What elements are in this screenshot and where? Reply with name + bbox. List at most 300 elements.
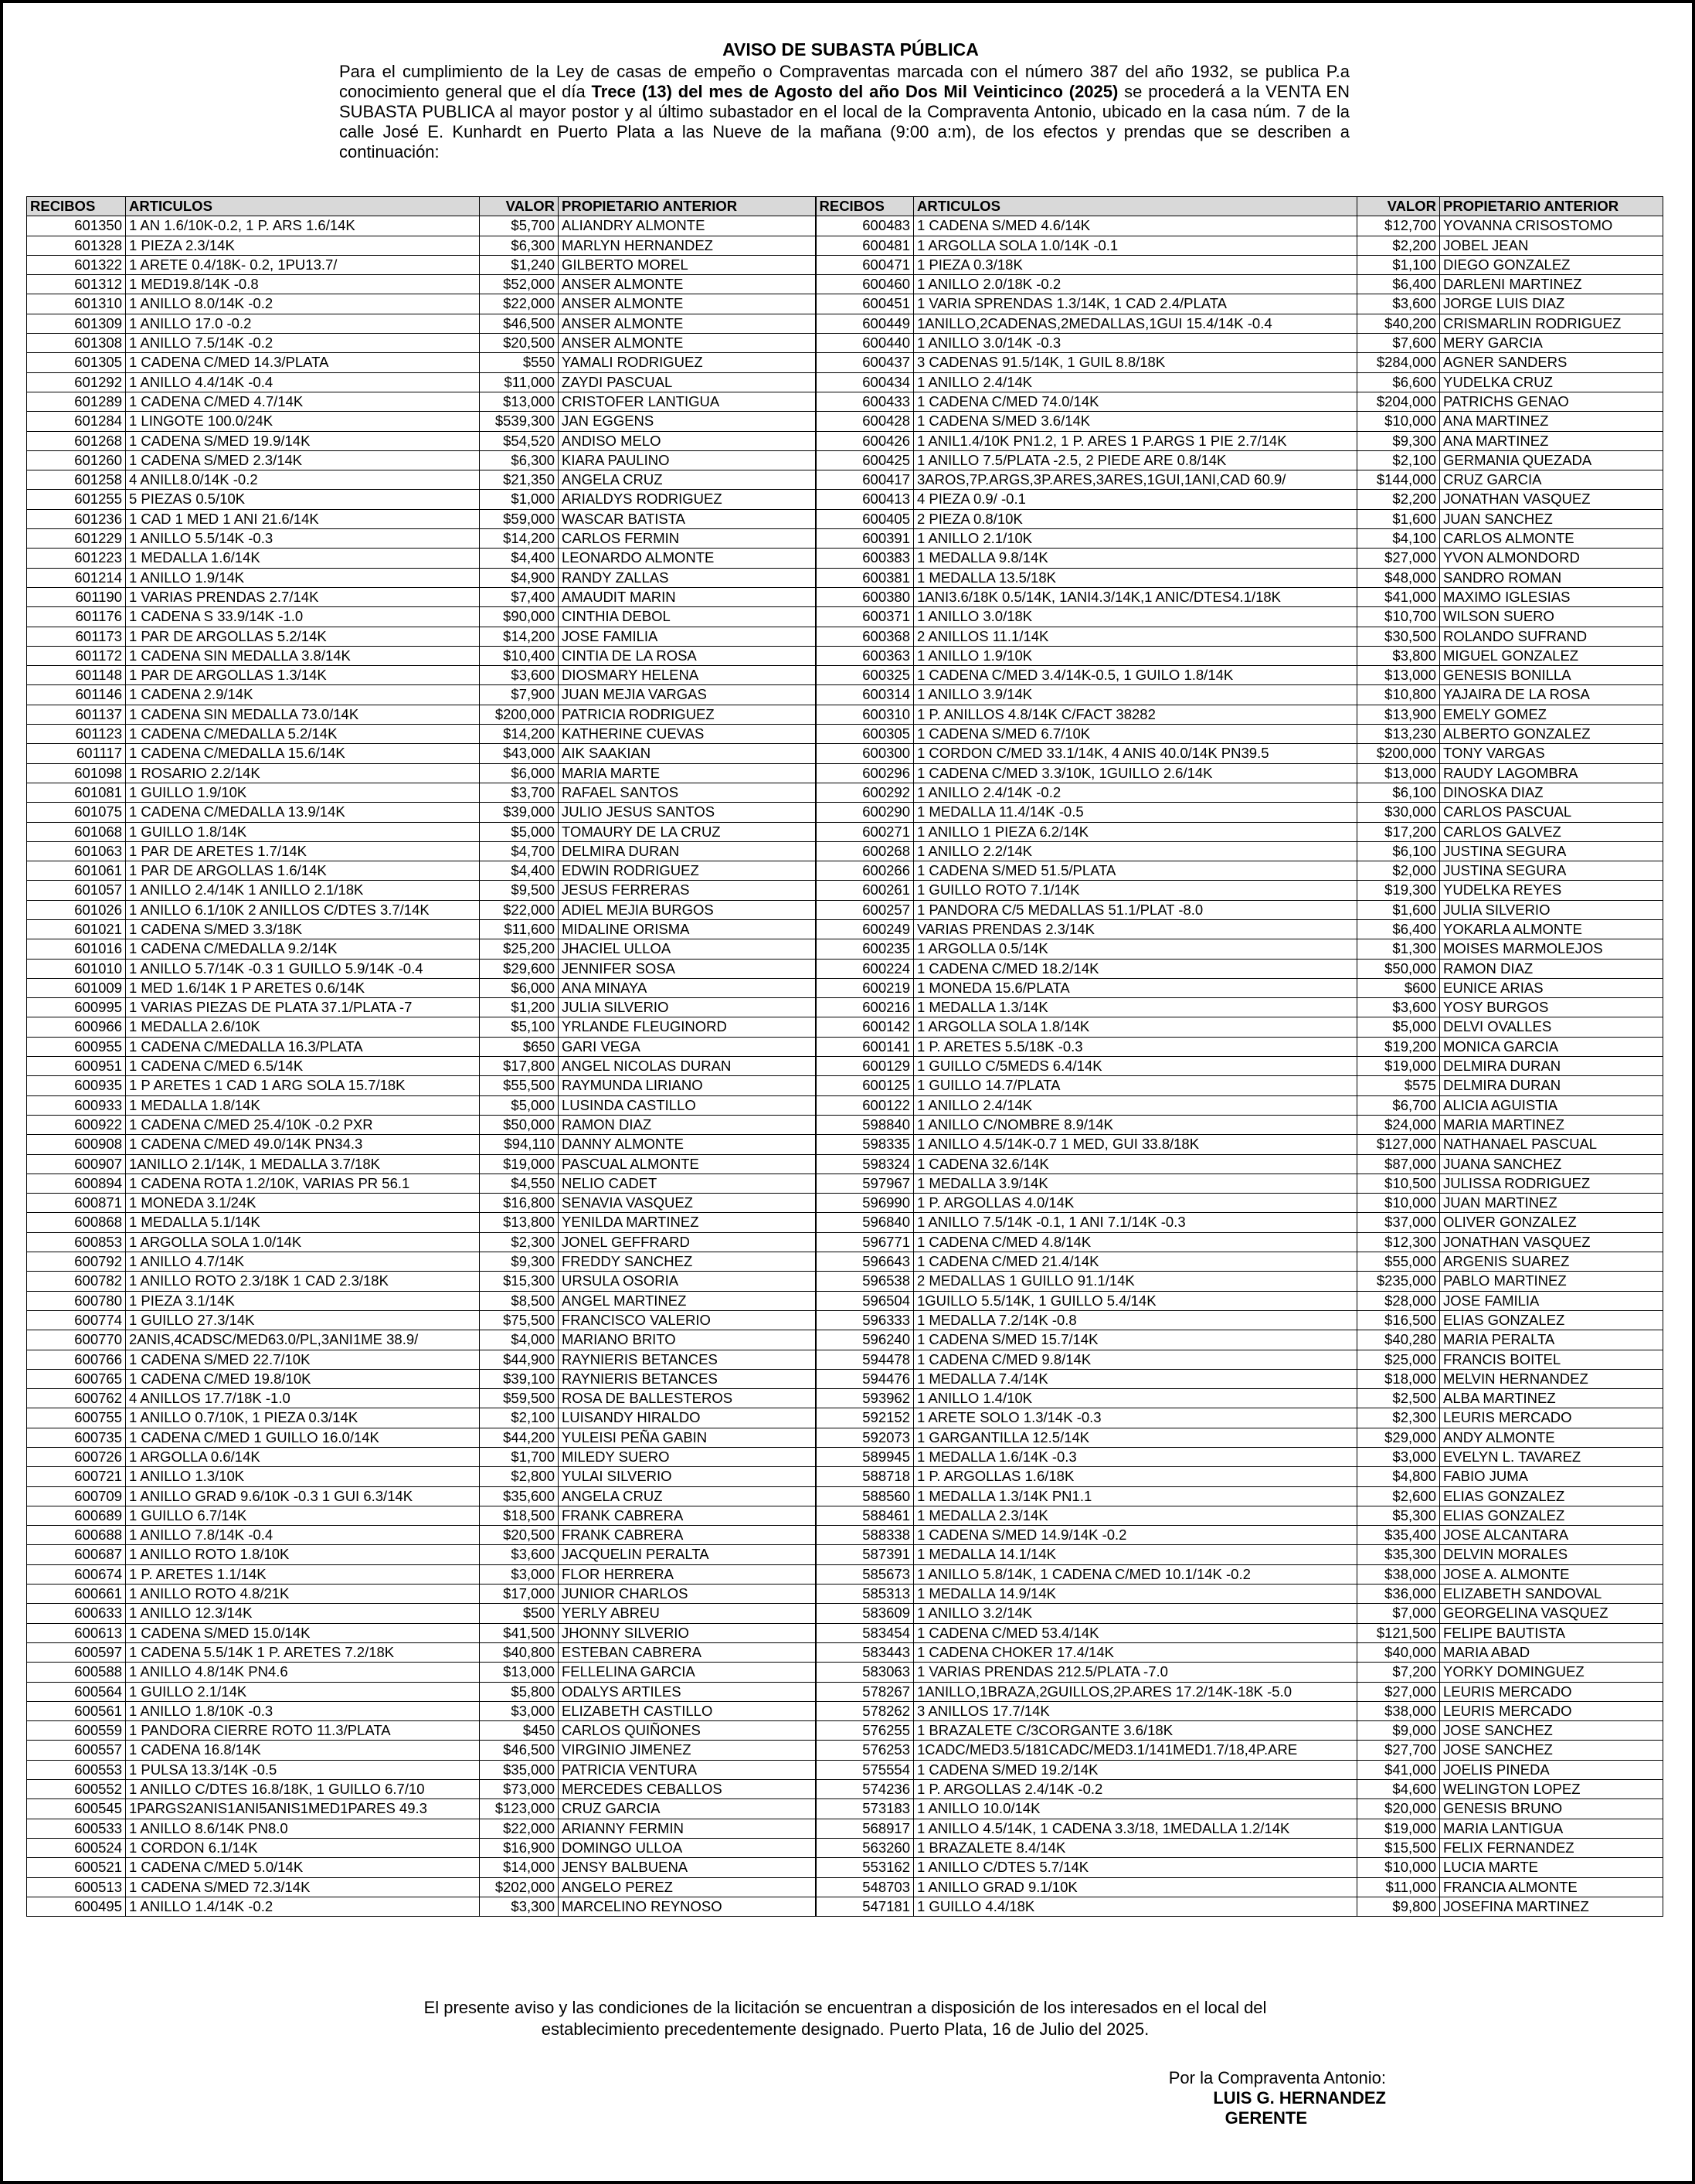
recibo-cell: 600792 — [27, 1252, 126, 1272]
articulo-cell: 1 P. ARGOLLAS 1.6/18K — [914, 1467, 1357, 1486]
recibo-cell: 600383 — [816, 549, 914, 568]
recibo-cell: 600271 — [816, 822, 914, 841]
valor-cell: $19,200 — [1357, 1037, 1440, 1056]
recibo-cell: 600780 — [27, 1291, 126, 1310]
valor-cell: $3,000 — [1357, 1448, 1440, 1467]
recibo-cell: 600755 — [27, 1408, 126, 1428]
propietario-cell: DELMIRA DURAN — [1440, 1076, 1663, 1095]
table-row — [27, 900, 1663, 919]
recibo-cell: 596504 — [816, 1291, 914, 1310]
propietario-cell: PATRICIA VENTURA — [559, 1760, 816, 1779]
propietario-cell: CINTIA DE LA ROSA — [559, 646, 816, 665]
articulo-cell: 1 ANILLO 5.8/14K, 1 CADENA C/MED 10.1/14K -0.2 — [914, 1564, 1357, 1584]
articulo-cell: 1 CADENA SIN MEDALLA 73.0/14K — [126, 705, 480, 724]
valor-cell: $9,500 — [480, 881, 559, 900]
articulo-cell: 1 CADENA S 33.9/14K -1.0 — [126, 607, 480, 627]
propietario-cell: CRISTOFER LANTIGUA — [559, 392, 816, 411]
articulo-cell: 1 CADENA 32.6/14K — [914, 1154, 1357, 1174]
articulo-cell: 1 CADENA C/MED 21.4/14K — [914, 1252, 1357, 1272]
recibo-cell: 600391 — [816, 529, 914, 549]
table-row — [27, 529, 1663, 549]
valor-cell: $1,200 — [480, 998, 559, 1017]
articulo-cell: 1 ANILLO 7.5/14K -0.1, 1 ANI 7.1/14K -0.3 — [914, 1213, 1357, 1232]
propietario-cell: WASCAR BATISTA — [559, 509, 816, 528]
table-row — [27, 490, 1663, 509]
articulo-cell: 1 CADENA C/MED 14.3/PLATA — [126, 353, 480, 372]
recibo-cell: 600597 — [27, 1642, 126, 1662]
recibo-cell: 601310 — [27, 294, 126, 314]
articulo-cell: 4 ANILLOS 17.7/18K -1.0 — [126, 1389, 480, 1408]
propietario-cell: MARCELINO REYNOSO — [559, 1897, 816, 1916]
recibo-cell: 598840 — [816, 1115, 914, 1134]
valor-cell: $20,500 — [480, 334, 559, 353]
valor-cell: $13,800 — [480, 1213, 559, 1232]
articulo-cell: 1 VARIAS PRENDAS 2.7/14K — [126, 587, 480, 606]
propietario-cell: MARIA LANTIGUA — [1440, 1819, 1663, 1838]
recibo-cell: 601148 — [27, 666, 126, 685]
valor-cell: $2,200 — [1357, 490, 1440, 509]
valor-cell: $13,000 — [480, 1663, 559, 1682]
signature-name: LUIS G. HERNANDEZ — [1213, 2088, 1386, 2108]
propietario-cell: JAN EGGENS — [559, 412, 816, 431]
valor-cell: $14,200 — [480, 627, 559, 646]
propietario-cell: MERCEDES CEBALLOS — [559, 1780, 816, 1799]
articulo-cell: 1 CADENA S/MED 14.9/14K -0.2 — [914, 1526, 1357, 1545]
propietario-cell: ANA MINAYA — [559, 978, 816, 997]
propietario-cell: JOSE A. ALMONTE — [1440, 1564, 1663, 1584]
articulo-cell: 1 PIEZA 2.3/14K — [126, 236, 480, 255]
recibo-cell: 547181 — [816, 1897, 914, 1916]
valor-cell: $19,000 — [1357, 1057, 1440, 1076]
articulo-cell: 1ANILLO 2.1/14K, 1 MEDALLA 3.7/18K — [126, 1154, 480, 1174]
propietario-cell: GEORGELINA VASQUEZ — [1440, 1604, 1663, 1623]
propietario-cell: MARIA PERALTA — [1440, 1330, 1663, 1350]
propietario-cell: JOSE SANCHEZ — [1440, 1721, 1663, 1741]
recibo-cell: 589945 — [816, 1448, 914, 1467]
articulo-cell: 1 ANILLO C/NOMBRE 8.9/14K — [914, 1115, 1357, 1134]
valor-cell: $41,000 — [1357, 587, 1440, 606]
articulo-cell: 1 P ARETES 1 CAD 1 ARG SOLA 15.7/18K — [126, 1076, 480, 1095]
valor-cell: $450 — [480, 1721, 559, 1741]
recibo-cell: 600417 — [816, 470, 914, 490]
propietario-cell: ANGELA CRUZ — [559, 1486, 816, 1506]
articulo-cell: 1 GARGANTILLA 12.5/14K — [914, 1428, 1357, 1447]
propietario-cell: JUAN MEJIA VARGAS — [559, 685, 816, 705]
propietario-cell: DANNY ALMONTE — [559, 1135, 816, 1154]
articulo-cell: 1 ANILLO 4.8/14K PN4.6 — [126, 1663, 480, 1682]
recibo-cell: 600413 — [816, 490, 914, 509]
articulo-cell: 1 CADENA C/MEDALLA 5.2/14K — [126, 725, 480, 744]
propietario-cell: WELINGTON LOPEZ — [1440, 1780, 1663, 1799]
valor-cell: $1,700 — [480, 1448, 559, 1467]
articulo-cell: 1 AN 1.6/10K-0.2, 1 P. ARS 1.6/14K — [126, 216, 480, 236]
signature-role: GERENTE — [1225, 2108, 1307, 2128]
valor-cell: $1,240 — [480, 255, 559, 274]
recibo-cell: 600451 — [816, 294, 914, 314]
recibo-cell: 600533 — [27, 1819, 126, 1838]
notice-intro — [339, 62, 1350, 162]
articulo-cell: 1 CADENA 16.8/14K — [126, 1741, 480, 1760]
propietario-cell: JOSE FAMILIA — [1440, 1291, 1663, 1310]
valor-cell: $27,000 — [1357, 1682, 1440, 1701]
valor-cell: $20,500 — [480, 1526, 559, 1545]
articulo-cell: 1 ROSARIO 2.2/14K — [126, 763, 480, 783]
recibo-cell: 601322 — [27, 255, 126, 274]
valor-cell: $44,200 — [480, 1428, 559, 1447]
articulo-cell: 1 BRAZALETE 8.4/14K — [914, 1838, 1357, 1857]
recibo-cell: 587391 — [816, 1545, 914, 1564]
propietario-cell: YRLANDE FLEUGINORD — [559, 1017, 816, 1037]
articulo-cell: 1 BRAZALETE C/3CORGANTE 3.6/18K — [914, 1721, 1357, 1741]
propietario-cell: JHONNY SILVERIO — [559, 1623, 816, 1642]
articulo-cell: 1 ANILLO 7.5/PLATA -2.5, 2 PIEDE ARE 0.8/14K — [914, 450, 1357, 470]
articulo-cell: 1 ANILLO 1 PIEZA 6.2/14K — [914, 822, 1357, 841]
recibo-cell: 600122 — [816, 1095, 914, 1115]
valor-cell: $7,900 — [480, 685, 559, 705]
articulo-cell: 1 PANDORA CIERRE ROTO 11.3/PLATA — [126, 1721, 480, 1741]
table-row — [27, 1252, 1663, 1272]
propietario-cell: MIGUEL GONZALEZ — [1440, 646, 1663, 665]
propietario-cell: GARI VEGA — [559, 1037, 816, 1056]
valor-cell: $17,800 — [480, 1057, 559, 1076]
table-row — [27, 470, 1663, 490]
valor-cell: $59,000 — [480, 509, 559, 528]
table-row — [27, 1076, 1663, 1095]
recibo-cell: 578267 — [816, 1682, 914, 1701]
valor-cell: $8,500 — [480, 1291, 559, 1310]
propietario-cell: YORKY DOMINGUEZ — [1440, 1663, 1663, 1682]
recibo-cell: 601146 — [27, 685, 126, 705]
recibo-cell: 600868 — [27, 1213, 126, 1232]
table-row — [27, 1897, 1663, 1916]
recibo-cell: 598335 — [816, 1135, 914, 1154]
propietario-cell: FELIPE BAUTISTA — [1440, 1623, 1663, 1642]
propietario-cell: ADIEL MEJIA BURGOS — [559, 900, 816, 919]
valor-cell: $40,000 — [1357, 1642, 1440, 1662]
articulo-cell: 1 ANILLO 4.5/14K-0.7 1 MED, GUI 33.8/18K — [914, 1135, 1357, 1154]
table-row — [27, 1115, 1663, 1134]
table-row — [27, 294, 1663, 314]
valor-cell: $22,000 — [480, 294, 559, 314]
recibo-cell: 600305 — [816, 725, 914, 744]
articulo-cell: 1 ANILLO 0.7/10K, 1 PIEZA 0.3/14K — [126, 1408, 480, 1428]
propietario-cell: JOSE ALCANTARA — [1440, 1526, 1663, 1545]
articulo-cell: 1 ANILLO 1.4/10K — [914, 1389, 1357, 1408]
articulo-cell: 1 CORDON C/MED 33.1/14K, 4 ANIS 40.0/14K PN39.5 — [914, 744, 1357, 763]
recibo-cell: 600908 — [27, 1135, 126, 1154]
valor-cell: $600 — [1357, 978, 1440, 997]
recibo-cell: 600545 — [27, 1799, 126, 1819]
recibo-cell: 600437 — [816, 353, 914, 372]
recibo-cell: 600521 — [27, 1858, 126, 1877]
articulo-cell: 1 ANILLO 3.9/14K — [914, 685, 1357, 705]
valor-cell: $1,600 — [1357, 509, 1440, 528]
articulo-cell: 1 ARETE 0.4/18K- 0.2, 1PU13.7/ — [126, 255, 480, 274]
recibo-cell: 600552 — [27, 1780, 126, 1799]
articulo-cell: 1 MEDALLA 3.9/14K — [914, 1174, 1357, 1193]
recibo-cell: 597967 — [816, 1174, 914, 1193]
propietario-cell: MARIA MARTINEZ — [1440, 1115, 1663, 1134]
valor-cell: $30,500 — [1357, 627, 1440, 646]
articulo-cell: 1 ANILLO 2.2/14K — [914, 841, 1357, 861]
recibo-cell: 600762 — [27, 1389, 126, 1408]
propietario-cell: JULIO JESUS SANTOS — [559, 803, 816, 822]
propietario-cell: PATRICIA RODRIGUEZ — [559, 705, 816, 724]
table-row — [27, 1369, 1663, 1388]
col-header-propietario: PROPIETARIO ANTERIOR — [559, 197, 816, 216]
valor-cell: $3,600 — [1357, 998, 1440, 1017]
articulo-cell: 1 GUILLO 2.1/14K — [126, 1682, 480, 1701]
articulo-cell: 1 CADENA C/MED 6.5/14K — [126, 1057, 480, 1076]
articulo-cell: 1 CADENA S/MED 19.9/14K — [126, 431, 480, 450]
recibo-cell: 593962 — [816, 1389, 914, 1408]
table-row — [27, 1330, 1663, 1350]
valor-cell: $43,000 — [480, 744, 559, 763]
recibo-cell: 600314 — [816, 685, 914, 705]
recibo-cell: 600363 — [816, 646, 914, 665]
propietario-cell: RAYNIERIS BETANCES — [559, 1350, 816, 1369]
articulo-cell: 1 PAR DE ARGOLLAS 5.2/14K — [126, 627, 480, 646]
valor-cell: $19,000 — [480, 1154, 559, 1174]
valor-cell: $123,000 — [480, 1799, 559, 1819]
valor-cell: $90,000 — [480, 607, 559, 627]
propietario-cell: JOSE FAMILIA — [559, 627, 816, 646]
propietario-cell: ELIZABETH SANDOVAL — [1440, 1585, 1663, 1604]
recibo-cell: 600249 — [816, 919, 914, 939]
valor-cell: $7,000 — [1357, 1604, 1440, 1623]
recibo-cell: 600292 — [816, 783, 914, 802]
table-row — [27, 1585, 1663, 1604]
articulo-cell: 2 MEDALLAS 1 GUILLO 91.1/14K — [914, 1272, 1357, 1291]
recibo-cell: 601308 — [27, 334, 126, 353]
propietario-cell: JUAN SANCHEZ — [1440, 509, 1663, 528]
propietario-cell: CRISMARLIN RODRIGUEZ — [1440, 314, 1663, 333]
articulo-cell: 1 GUILLO ROTO 7.1/14K — [914, 881, 1357, 900]
valor-cell: $73,000 — [480, 1780, 559, 1799]
propietario-cell: JACQUELIN PERALTA — [559, 1545, 816, 1564]
table-row — [27, 1017, 1663, 1037]
recibo-cell: 553162 — [816, 1858, 914, 1877]
valor-cell: $11,600 — [480, 919, 559, 939]
recibo-cell: 600524 — [27, 1838, 126, 1857]
propietario-cell: RAYMUNDA LIRIANO — [559, 1076, 816, 1095]
propietario-cell: LUISANDY HIRALDO — [559, 1408, 816, 1428]
valor-cell: $21,350 — [480, 470, 559, 490]
recibo-cell: 600434 — [816, 372, 914, 392]
table-row — [27, 1174, 1663, 1193]
table-row — [27, 1721, 1663, 1741]
articulo-cell: 1 ANILLO ROTO 2.3/18K 1 CAD 2.3/18K — [126, 1272, 480, 1291]
recibo-cell: 600721 — [27, 1467, 126, 1486]
valor-cell: $7,400 — [480, 587, 559, 606]
propietario-cell: CARLOS GALVEZ — [1440, 822, 1663, 841]
articulo-cell: 1 PANDORA C/5 MEDALLAS 51.1/PLAT -8.0 — [914, 900, 1357, 919]
valor-cell: $5,000 — [480, 822, 559, 841]
valor-cell: $5,700 — [480, 216, 559, 236]
table-row — [27, 568, 1663, 587]
recibo-cell: 592073 — [816, 1428, 914, 1447]
items-table — [26, 196, 1663, 1917]
recibo-cell: 600633 — [27, 1604, 126, 1623]
recibo-cell: 600129 — [816, 1057, 914, 1076]
recibo-cell: 600674 — [27, 1564, 126, 1584]
table-row — [27, 646, 1663, 665]
articulo-cell: 1 ARGOLLA SOLA 1.0/14K — [126, 1232, 480, 1252]
table-row — [27, 431, 1663, 450]
articulo-cell: 1ANILLO,2CADENAS,2MEDALLAS,1GUI 15.4/14K -0.4 — [914, 314, 1357, 333]
recibo-cell: 600224 — [816, 959, 914, 978]
propietario-cell: MARIA MARTE — [559, 763, 816, 783]
signature-by: Por la Compraventa Antonio: — [1168, 2068, 1386, 2087]
col-header-recibos-2: RECIBOS — [816, 197, 914, 216]
table-row — [27, 587, 1663, 606]
articulo-cell: 1 ANILLO 2.0/18K -0.2 — [914, 275, 1357, 294]
propietario-cell: JONATHAN VASQUEZ — [1440, 490, 1663, 509]
propietario-cell: FREDDY SANCHEZ — [559, 1252, 816, 1272]
valor-cell: $3,000 — [480, 1701, 559, 1720]
propietario-cell: YULEISI PEÑA GABIN — [559, 1428, 816, 1447]
valor-cell: $27,000 — [1357, 549, 1440, 568]
table-row — [27, 1350, 1663, 1369]
recibo-cell: 596840 — [816, 1213, 914, 1232]
articulo-cell: 1 CADENA C/MEDALLA 9.2/14K — [126, 939, 480, 959]
recibo-cell: 585313 — [816, 1585, 914, 1604]
propietario-cell: ARIALDYS RODRIGUEZ — [559, 490, 816, 509]
recibo-cell: 588560 — [816, 1486, 914, 1506]
articulo-cell: 1 CADENA CHOKER 17.4/14K — [914, 1642, 1357, 1662]
propietario-cell: ESTEBAN CABRERA — [559, 1642, 816, 1662]
valor-cell: $41,500 — [480, 1623, 559, 1642]
articulo-cell: 1 ANILLO 1.9/14K — [126, 568, 480, 587]
recibo-cell: 596990 — [816, 1194, 914, 1213]
valor-cell: $4,800 — [1357, 1467, 1440, 1486]
propietario-cell: TONY VARGAS — [1440, 744, 1663, 763]
articulo-cell: 1 ANILLO 6.1/10K 2 ANILLOS C/DTES 3.7/14K — [126, 900, 480, 919]
recibo-cell: 600440 — [816, 334, 914, 353]
articulo-cell: 1 CADENA S/MED 72.3/14K — [126, 1877, 480, 1897]
propietario-cell: PASCUAL ALMONTE — [559, 1154, 816, 1174]
articulo-cell: 1 CADENA C/MED 5.0/14K — [126, 1858, 480, 1877]
articulo-cell: 1 MONEDA 15.6/PLATA — [914, 978, 1357, 997]
propietario-cell: MARIANO BRITO — [559, 1330, 816, 1350]
valor-cell: $12,300 — [1357, 1232, 1440, 1252]
articulo-cell: 1 CAD 1 MED 1 ANI 21.6/14K — [126, 509, 480, 528]
articulo-cell: 1 ANILLO 5.7/14K -0.3 1 GUILLO 5.9/14K -0.4 — [126, 959, 480, 978]
recibo-cell: 601010 — [27, 959, 126, 978]
recibo-cell: 600481 — [816, 236, 914, 255]
table-row — [27, 1057, 1663, 1076]
table-row — [27, 1760, 1663, 1779]
articulo-cell: 1 CADENA C/MED 18.2/14K — [914, 959, 1357, 978]
propietario-cell: EMELY GOMEZ — [1440, 705, 1663, 724]
propietario-cell: AMAUDIT MARIN — [559, 587, 816, 606]
articulo-cell: 1 CADENA C/MED 19.8/10K — [126, 1369, 480, 1388]
recibo-cell: 601309 — [27, 314, 126, 333]
articulo-cell: 1 GUILLO 14.7/PLATA — [914, 1076, 1357, 1095]
table-row — [27, 1232, 1663, 1252]
articulo-cell: 1 CADENA S/MED 3.3/18K — [126, 919, 480, 939]
recibo-cell: 601068 — [27, 822, 126, 841]
propietario-cell: JOBEL JEAN — [1440, 236, 1663, 255]
table-row — [27, 1194, 1663, 1213]
recibo-cell: 601260 — [27, 450, 126, 470]
valor-cell: $16,900 — [480, 1838, 559, 1857]
footer-line-1: El presente aviso y las condiciones de la licitación se encuentran a disposición de los interesados en el local del — [423, 1998, 1267, 2017]
articulo-cell: 1 MEDALLA 1.6/14K -0.3 — [914, 1448, 1357, 1467]
recibo-cell: 601223 — [27, 549, 126, 568]
articulo-cell: 1 MEDALLA 2.3/14K — [914, 1506, 1357, 1525]
articulo-cell: 1 ANILLO 3.0/14K -0.3 — [914, 334, 1357, 353]
propietario-cell: YENILDA MARTINEZ — [559, 1213, 816, 1232]
valor-cell: $40,200 — [1357, 314, 1440, 333]
propietario-cell: FELIX FERNANDEZ — [1440, 1838, 1663, 1857]
valor-cell: $30,000 — [1357, 803, 1440, 822]
valor-cell: $575 — [1357, 1076, 1440, 1095]
table-row — [27, 1799, 1663, 1819]
valor-cell: $9,300 — [480, 1252, 559, 1272]
valor-cell: $41,000 — [1357, 1760, 1440, 1779]
recibo-cell: 600428 — [816, 412, 914, 431]
recibo-cell: 600553 — [27, 1760, 126, 1779]
valor-cell: $2,100 — [1357, 450, 1440, 470]
table-row — [27, 822, 1663, 841]
articulo-cell: 1 CADENA C/MEDALLA 15.6/14K — [126, 744, 480, 763]
propietario-cell: NATHANAEL PASCUAL — [1440, 1135, 1663, 1154]
propietario-cell: ANSER ALMONTE — [559, 275, 816, 294]
recibo-cell: 574236 — [816, 1780, 914, 1799]
recibo-cell: 588718 — [816, 1467, 914, 1486]
table-row — [27, 392, 1663, 411]
articulo-cell: 1 P. ARGOLLAS 4.0/14K — [914, 1194, 1357, 1213]
valor-cell: $4,400 — [480, 861, 559, 881]
propietario-cell: FLOR HERRERA — [559, 1564, 816, 1584]
propietario-cell: ANSER ALMONTE — [559, 294, 816, 314]
propietario-cell: ANGEL MARTINEZ — [559, 1291, 816, 1310]
articulo-cell: 1 CADENA C/MED 4.7/14K — [126, 392, 480, 411]
recibo-cell: 578262 — [816, 1701, 914, 1720]
propietario-cell: RAUDY LAGOMBRA — [1440, 763, 1663, 783]
table-row — [27, 255, 1663, 274]
table-row — [27, 1741, 1663, 1760]
table-row — [27, 978, 1663, 997]
recibo-cell: 600325 — [816, 666, 914, 685]
recibo-cell: 600266 — [816, 861, 914, 881]
propietario-cell: JULIA SILVERIO — [559, 998, 816, 1017]
valor-cell: $1,000 — [480, 490, 559, 509]
propietario-cell: DELVI OVALLES — [1440, 1017, 1663, 1037]
propietario-cell: RAMON DIAZ — [1440, 959, 1663, 978]
articulo-cell: 1 MEDALLA 1.8/14K — [126, 1095, 480, 1115]
propietario-cell: ALIANDRY ALMONTE — [559, 216, 816, 236]
articulo-cell: 1 MEDALLA 5.1/14K — [126, 1213, 480, 1232]
propietario-cell: TOMAURY DE LA CRUZ — [559, 822, 816, 841]
articulo-cell: 1 CADENA S/MED 19.2/14K — [914, 1760, 1357, 1779]
recibo-cell: 600368 — [816, 627, 914, 646]
articulo-cell: 1 CADENA C/MED 49.0/14K PN34.3 — [126, 1135, 480, 1154]
recibo-cell: 600765 — [27, 1369, 126, 1388]
articulo-cell: 1 MEDALLA 13.5/18K — [914, 568, 1357, 587]
recibo-cell: 583063 — [816, 1663, 914, 1682]
propietario-cell: SANDRO ROMAN — [1440, 568, 1663, 587]
articulo-cell: 1 CADENA S/MED 22.7/10K — [126, 1350, 480, 1369]
articulo-cell: 1 ANILLO GRAD 9.1/10K — [914, 1877, 1357, 1897]
valor-cell: $35,300 — [1357, 1545, 1440, 1564]
propietario-cell: RAMON DIAZ — [559, 1115, 816, 1134]
articulo-cell: 1 CADENA S/MED 2.3/14K — [126, 450, 480, 470]
articulo-cell: 1 PIEZA 3.1/14K — [126, 1291, 480, 1310]
recibo-cell: 588461 — [816, 1506, 914, 1525]
propietario-cell: FRANCIA ALMONTE — [1440, 1877, 1663, 1897]
